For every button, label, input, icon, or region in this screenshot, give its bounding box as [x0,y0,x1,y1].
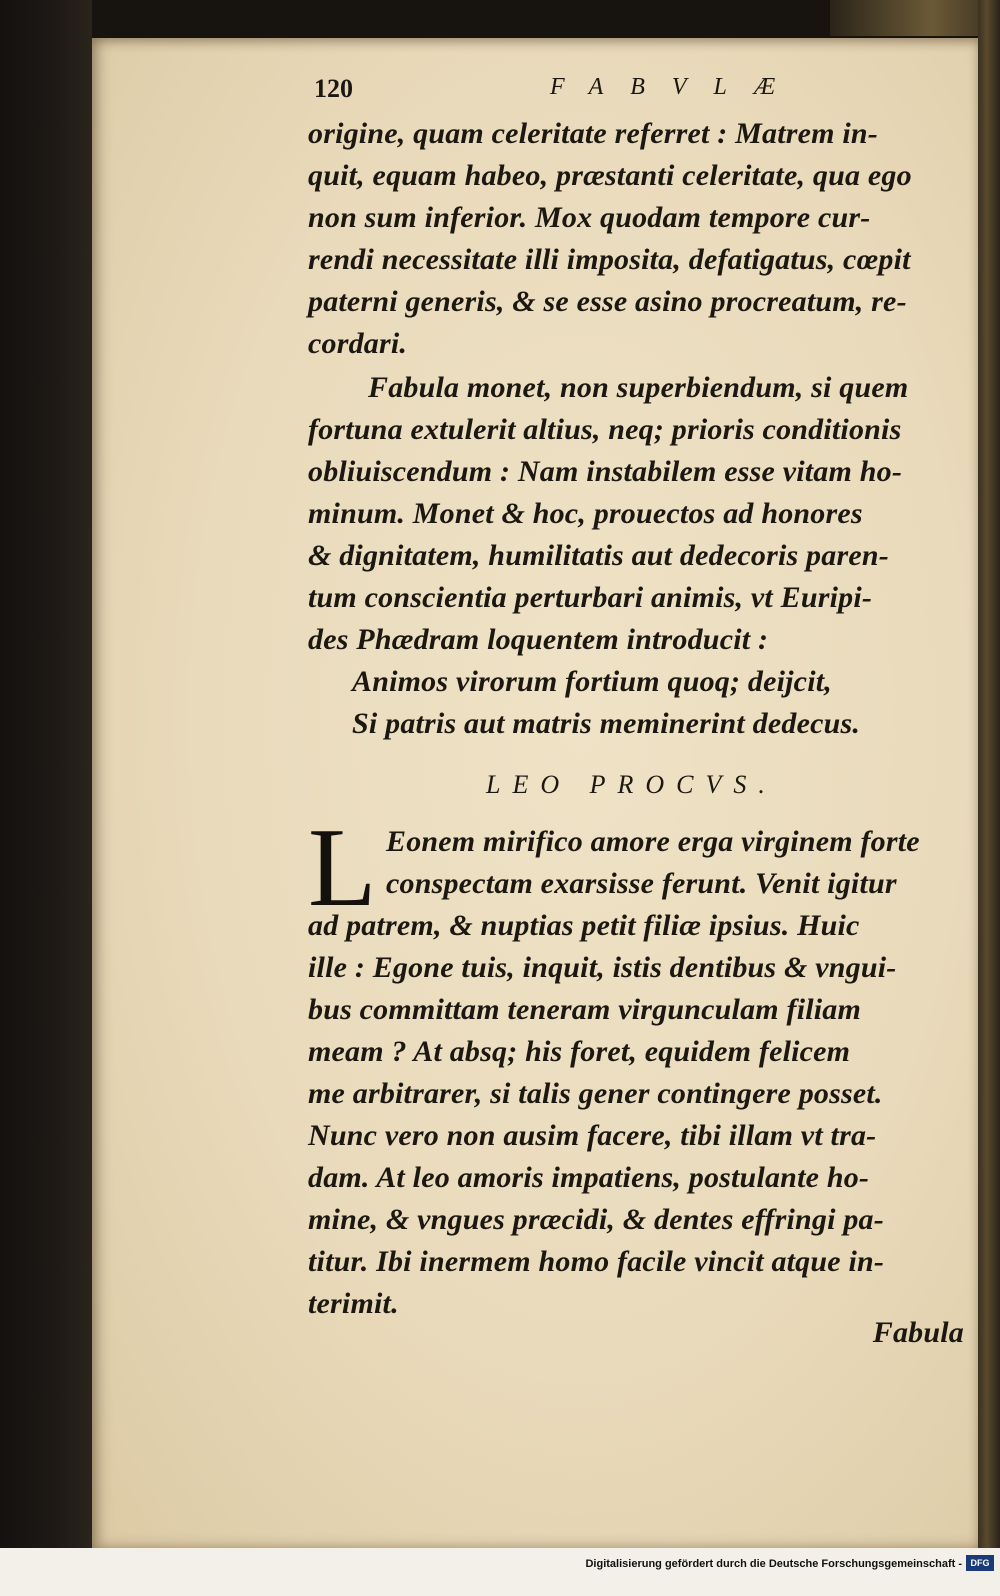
footer-bar [0,1548,1000,1596]
fable-line: conspectam exarsisse ferunt. Venit igitur [386,867,897,900]
moral-line: des Phædram loquentem introducit : [308,623,769,656]
fable-line: bus committam teneram virgunculam filiam [308,993,862,1026]
moral-line: fortuna extulerit altius, neq; prioris conditionis [308,413,902,446]
moral-line: tum conscientia perturbari animis, vt Euripi- [308,581,873,614]
fable-line: me arbitrarer, si talis gener contingere posset. [308,1077,883,1110]
page-edge-stack [978,0,1000,1560]
page-number: 120 [314,74,353,103]
fable-line: titur. Ibi inermem homo facile vincit atque in- [308,1245,885,1278]
fable-line: ille : Egone tuis, inquit, istis dentibus & vngui- [308,951,897,984]
fable-line: dam. At leo amoris impatiens, postulante ho- [308,1161,870,1194]
running-title: FABVLÆ [550,74,803,100]
moral-line: Fabula monet, non superbiendum, si quem [368,371,909,404]
moral-line: & dignitatem, humilitatis aut dedecoris paren- [308,539,889,572]
fable-line: terimit. [308,1287,399,1320]
text-line: quit, equam habeo, præstanti celeritate, qua ego [308,159,912,192]
fable-line: Eonem mirifico amore erga virginem forte [386,825,920,858]
text-line: rendi necessitate illi imposita, defatigatus, cœpit [308,243,911,276]
text-line: non sum inferior. Mox quodam tempore cur- [308,201,871,234]
catchword: Fabula [872,1316,964,1349]
verse-line: Animos virorum fortium quoq; deijcit, [352,665,832,698]
dfg-logo: DFG [966,1555,994,1571]
funding-credit: Digitalisierung gefördert durch die Deutsche Forschungsgemeinschaft - [585,1558,962,1570]
text-line: paterni generis, & se esse asino procreatum, re- [308,285,907,318]
page-header [314,74,964,108]
verse-line: Si patris aut matris meminerint dedecus. [352,707,861,740]
fable-line: mine, & vngues præcidi, & dentes effringi pa- [308,1203,884,1236]
moral-line: minum. Monet & hoc, prouectos ad honores [308,497,863,530]
moral-line: obliuiscendum : Nam instabilem esse vitam ho- [308,455,903,488]
book-spine-edge [830,0,1000,36]
drop-cap-initial: L [308,806,377,930]
fable-line: ad patrem, & nuptias petit filiæ ipsius. Huic [308,909,860,942]
fable-line: meam ? At absq; his foret, equidem felicem [308,1035,851,1068]
text-line: origine, quam celeritate referret : Matrem in- [308,117,878,150]
fable-title: LEO PROCVS. [486,770,777,799]
text-line: cordari. [308,327,408,360]
book-binding-shadow [0,0,92,1560]
fable-line: Nunc vero non ausim facere, tibi illam vt tra- [308,1119,877,1152]
